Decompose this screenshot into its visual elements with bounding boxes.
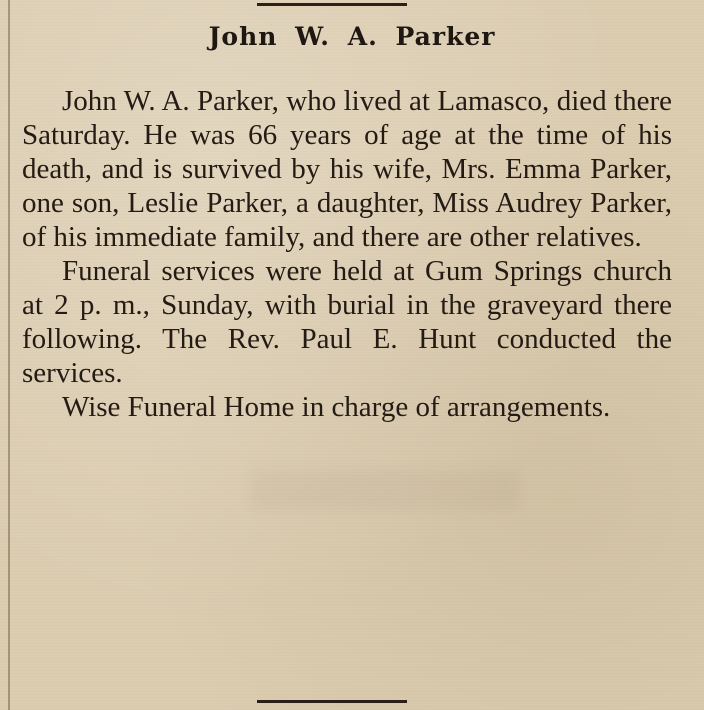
bottom-separator-rule (257, 700, 407, 703)
column-rule-left (8, 0, 10, 710)
paragraph-obituary: John W. A. Parker, who lived at Lamasco, died there Saturday. He was 66 years of age at the time of his death, and is survived by his wife, Mrs. Emma Parker, one son, Leslie Parker, a daughter, Miss Audrey Parker, of his immediate family, and there are other relatives. (22, 85, 672, 253)
paragraph-arrangements: Wise Funeral Home in charge of arrangements. (62, 391, 611, 423)
paper-stain (250, 470, 520, 510)
top-separator-rule (257, 3, 407, 6)
paragraph-funeral: Funeral services were held at Gum Springs church at 2 p. m., Sunday, with burial in the graveyard there following. The Rev. Paul E. Hunt conducted the services. (22, 255, 672, 389)
article-body (22, 84, 672, 424)
article-headline: John W. A. Parker (208, 22, 496, 51)
